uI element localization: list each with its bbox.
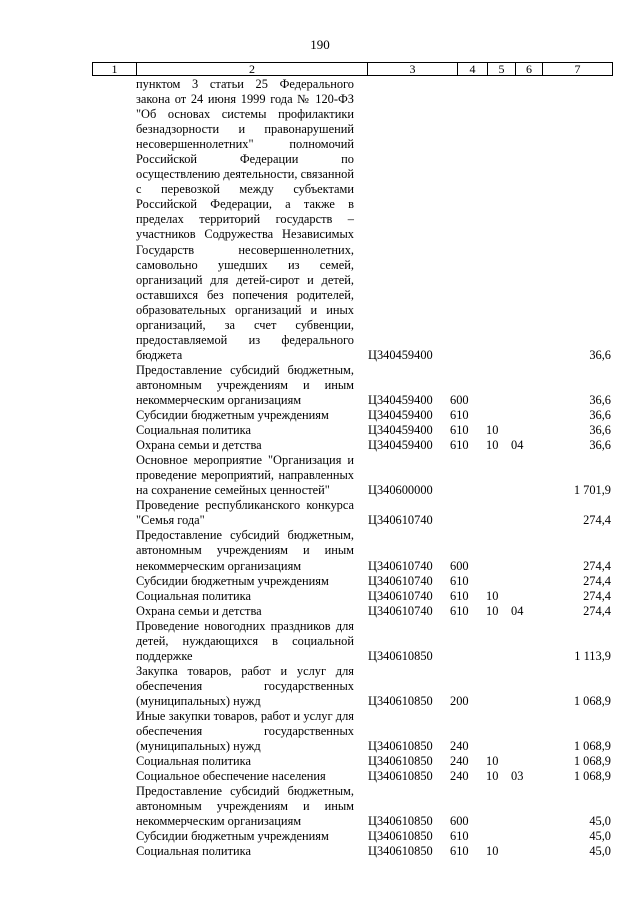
row-amount: 1 113,9 (574, 648, 611, 663)
row-section: 10 (486, 588, 499, 603)
column-header-5: 5 (488, 63, 516, 75)
row-description: Субсидии бюджетным учреждениям (136, 829, 329, 844)
table-row (0, 528, 640, 573)
table-row (0, 589, 640, 604)
table-row (0, 408, 640, 423)
row-expense-type: 610 (450, 573, 469, 588)
row-amount: 274,4 (583, 558, 611, 573)
row-description: Охрана семьи и детства (136, 438, 262, 453)
row-amount: 274,4 (583, 513, 611, 528)
row-amount: 36,6 (589, 408, 611, 423)
row-expense-type: 240 (450, 754, 469, 769)
row-description: Социальное обеспечение населения (136, 769, 326, 784)
row-target-code: Ц340459400 (368, 393, 433, 408)
row-description: Иные закупки товаров, работ и услуг для обеспечения государственных (муниципальных) нужд (136, 708, 354, 754)
table-row (0, 604, 640, 619)
row-expense-type: 610 (450, 603, 469, 618)
row-expense-type: 240 (450, 739, 469, 754)
row-description: Предоставление субсидий бюджетным, автономным учреждениям и иным некоммерческим организациям (136, 362, 354, 407)
row-description: Предоставление субсидий бюджетным, автономным учреждениям и иным некоммерческим организациям (136, 528, 354, 573)
row-amount: 36,6 (589, 393, 611, 408)
column-header-6: 6 (516, 63, 543, 75)
row-expense-type: 610 (450, 423, 469, 438)
table-row (0, 423, 640, 438)
table-header (92, 62, 613, 76)
row-target-code: Ц340610740 (368, 603, 433, 618)
row-expense-type: 610 (450, 829, 469, 844)
row-amount: 274,4 (583, 588, 611, 603)
row-target-code: Ц340610740 (368, 588, 433, 603)
column-header-3: 3 (368, 63, 458, 75)
row-expense-type: 600 (450, 814, 469, 829)
row-expense-type: 600 (450, 393, 469, 408)
row-expense-type: 610 (450, 438, 469, 453)
table-row (0, 363, 640, 408)
row-target-code: Ц340459400 (368, 423, 433, 438)
table-row (0, 754, 640, 769)
row-description: Субсидии бюджетным учреждениям (136, 573, 329, 588)
row-target-code: Ц340600000 (368, 483, 433, 498)
row-target-code: Ц340610850 (368, 693, 433, 708)
row-expense-type: 610 (450, 588, 469, 603)
row-section: 10 (486, 754, 499, 769)
table-row (0, 498, 640, 528)
column-header-1: 1 (93, 63, 137, 75)
table-row (0, 438, 640, 453)
row-description: Социальная политика (136, 588, 251, 603)
row-amount: 36,6 (589, 347, 611, 362)
row-description: Предоставление субсидий бюджетным, автономным учреждениям и иным некоммерческим организациям (136, 784, 354, 829)
row-description: Закупка товаров, работ и услуг для обеспечения государственных (муниципальных) нужд (136, 663, 354, 708)
row-section: 10 (486, 438, 499, 453)
row-expense-type: 610 (450, 844, 469, 859)
row-amount: 274,4 (583, 603, 611, 618)
row-subsection: 04 (511, 603, 524, 618)
row-section: 10 (486, 603, 499, 618)
column-header-7: 7 (574, 62, 581, 76)
row-expense-type: 600 (450, 558, 469, 573)
table-row (0, 784, 640, 829)
column-header-2: 2 (137, 63, 368, 75)
page-number: 190 (310, 37, 330, 52)
row-description: пунктом 3 статьи 25 Федерального закона от 24 июня 1999 года № 120-ФЗ "Об основах системы профилактики безнадзорности и правонарушений несовершеннолетних" полномочий Российской Федерации по осуществлению деятельности, связанной с перевозкой между субъектами Российской Федерации, а также в пределах территорий государств – участников Содружества Независимых Государств несовершеннолетних, самовольно ушедших из семей, организаций для детей-сирот и детей, оставшихся без попечения родителей, образовательных организаций и иных организаций, за счет субвенции, предоставляемой из федерального бюджета (136, 77, 354, 362)
row-section: 10 (486, 844, 499, 859)
row-description: Основное мероприятие "Организация и проведение мероприятий, направленных на сохранение семейных ценностей" (136, 453, 354, 498)
table-row (0, 664, 640, 709)
table-row (0, 619, 640, 664)
row-target-code: Ц340610740 (368, 558, 433, 573)
row-target-code: Ц340610740 (368, 513, 433, 528)
row-amount: 1 068,9 (573, 754, 611, 769)
row-section: 10 (486, 423, 499, 438)
table-row (0, 844, 640, 859)
row-target-code: Ц340610850 (368, 754, 433, 769)
row-description: Социальная политика (136, 754, 251, 769)
row-target-code: Ц340610850 (368, 739, 433, 754)
row-description: Социальная политика (136, 844, 251, 859)
row-amount: 36,6 (589, 438, 611, 453)
row-target-code: Ц340610850 (368, 829, 433, 844)
row-expense-type: 200 (450, 693, 469, 708)
row-amount: 45,0 (589, 814, 611, 829)
row-subsection: 03 (511, 769, 524, 784)
row-target-code: Ц340610850 (368, 769, 433, 784)
row-amount: 1 701,9 (573, 483, 611, 498)
row-description: Охрана семьи и детства (136, 603, 262, 618)
row-amount: 1 068,9 (573, 769, 611, 784)
table-row (0, 77, 640, 363)
row-expense-type: 610 (450, 408, 469, 423)
row-amount: 1 068,9 (573, 739, 611, 754)
row-description: Проведение новогодних праздников для детей, нуждающихся в социальной поддержке (136, 618, 354, 663)
row-target-code: Ц340459400 (368, 347, 433, 362)
table-row (0, 829, 640, 844)
row-subsection: 04 (511, 438, 524, 453)
row-target-code: Ц340610850 (368, 844, 433, 859)
row-amount: 274,4 (583, 573, 611, 588)
column-header-4: 4 (458, 63, 488, 75)
table-row (0, 453, 640, 498)
table-row (0, 769, 640, 784)
table-row (0, 574, 640, 589)
row-description: Субсидии бюджетным учреждениям (136, 408, 329, 423)
row-target-code: Ц340610740 (368, 573, 433, 588)
row-amount: 45,0 (589, 844, 611, 859)
row-section: 10 (486, 769, 499, 784)
row-target-code: Ц340459400 (368, 408, 433, 423)
row-amount: 1 068,9 (573, 693, 611, 708)
row-target-code: Ц340459400 (368, 438, 433, 453)
table-body (0, 77, 640, 859)
row-description: Социальная политика (136, 423, 251, 438)
row-description: Проведение республиканского конкурса "Семья года" (136, 498, 354, 528)
row-expense-type: 240 (450, 769, 469, 784)
row-amount: 36,6 (589, 423, 611, 438)
row-target-code: Ц340610850 (368, 814, 433, 829)
row-amount: 45,0 (589, 829, 611, 844)
table-row (0, 709, 640, 754)
row-target-code: Ц340610850 (368, 648, 433, 663)
